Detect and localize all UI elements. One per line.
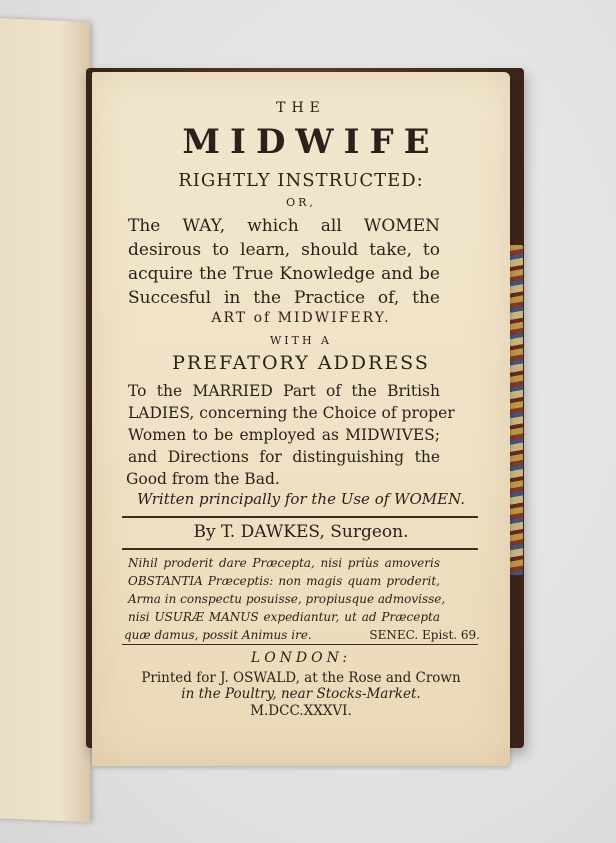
open-left-page xyxy=(0,0,92,843)
address-line: Women to be employed as MIDWIVES; xyxy=(128,426,440,444)
written-for: Written principally for the Use of WOMEN. xyxy=(136,490,466,508)
title-or: OR, xyxy=(286,196,316,209)
marbled-edge xyxy=(509,245,523,575)
imprint-line: Printed for J. OSWALD, at the Rose and Crown xyxy=(141,670,461,686)
body-line: The WAY, which all WOMEN xyxy=(128,216,440,236)
address-line: LADIES, concerning the Choice of proper xyxy=(128,404,455,422)
imprint-place: LONDON: xyxy=(250,650,352,666)
divider-rule xyxy=(122,516,478,518)
address-line: To the MARRIED Part of the British xyxy=(128,382,440,400)
book-subtitle: RIGHTLY INSTRUCTED: xyxy=(178,170,424,191)
book-title: MIDWIFE xyxy=(182,122,440,162)
latin-quote-line: nisi USURÆ MANUS expediantur, ut ad Præcepta xyxy=(128,610,440,624)
quote-reference: SENEC. Epist. 69. xyxy=(369,628,480,642)
divider-rule xyxy=(122,548,478,550)
latin-quote-line: OBSTANTIA Præceptis: non magis quam proderit, xyxy=(128,574,440,588)
left-leaf xyxy=(0,18,90,822)
title-the: THE xyxy=(276,100,326,116)
divider-rule xyxy=(122,644,478,645)
title-page xyxy=(92,72,510,766)
address-line: Good from the Bad. xyxy=(126,470,280,488)
body-line: ART of MIDWIFERY. xyxy=(211,310,391,326)
body-line: Succesful in the Practice of, the xyxy=(128,288,440,308)
with-a: WITH A xyxy=(269,334,333,347)
imprint-date: M.DCC.XXXVI. xyxy=(250,703,352,719)
latin-quote-line: Nihil proderit dare Præcepta, nisi priùs amoveris xyxy=(128,556,440,570)
latin-quote-line: quæ damus, possit Animus ire. xyxy=(124,628,312,642)
latin-quote-line: Arma in conspectu posuisse, propiusque admovisse, xyxy=(128,592,446,606)
body-line: desirous to learn, should take, to xyxy=(128,240,440,260)
prefatory-address: PREFATORY ADDRESS xyxy=(172,352,430,374)
imprint-line: in the Poultry, near Stocks-Market. xyxy=(181,686,421,702)
address-line: and Directions for distinguishing the xyxy=(128,448,440,466)
author-line: By T. DAWKES, Surgeon. xyxy=(193,522,409,542)
body-line: acquire the True Knowledge and be xyxy=(128,264,440,284)
